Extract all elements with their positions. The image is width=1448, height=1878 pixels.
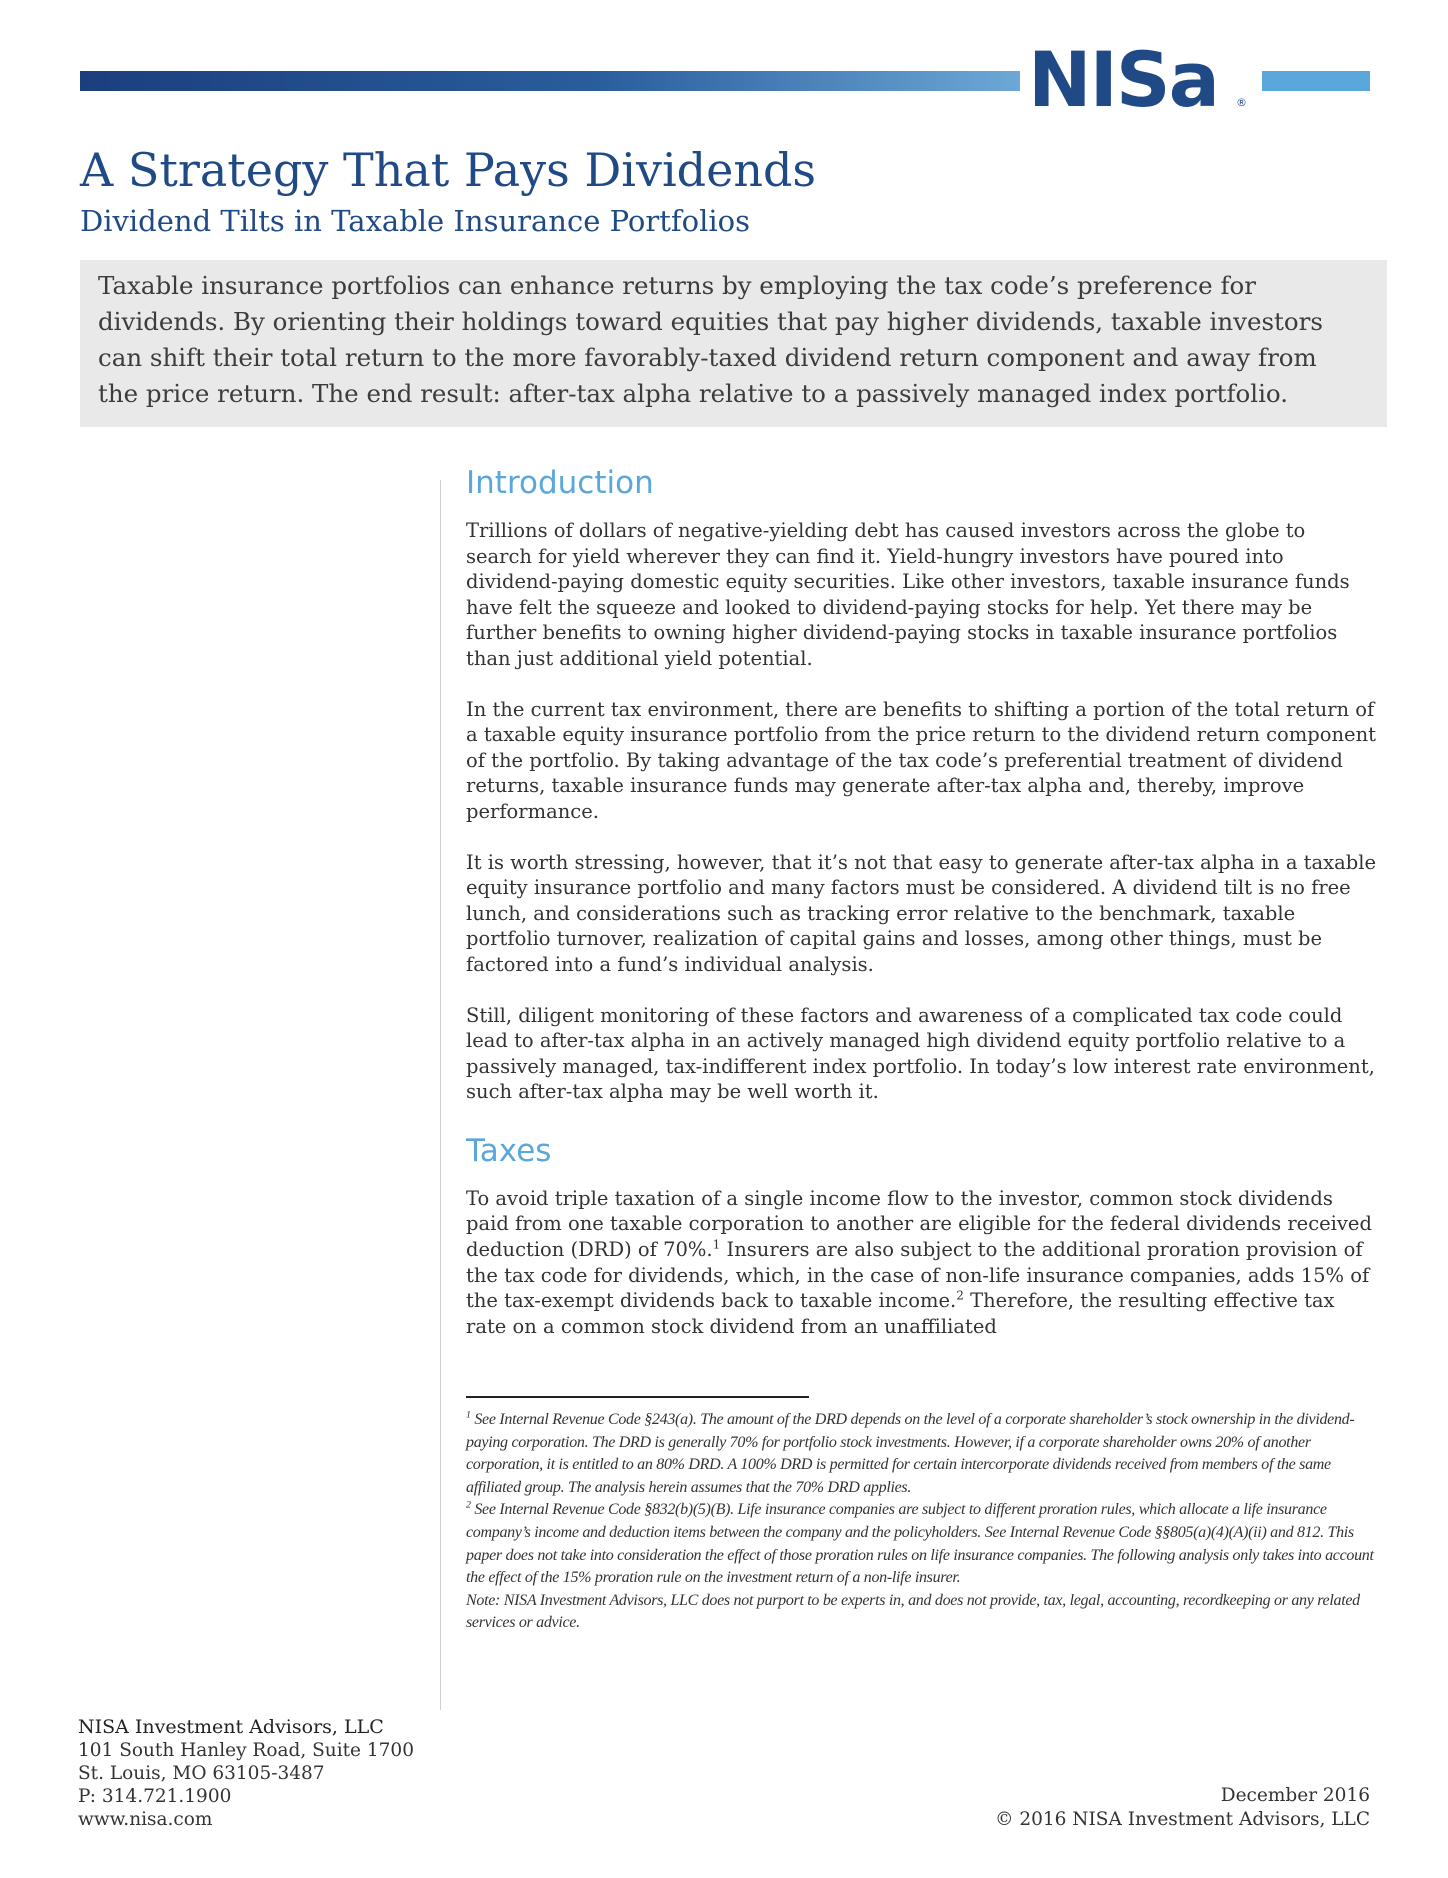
page-subtitle: Dividend Tilts in Taxable Insurance Portfolios: [80, 204, 750, 238]
intro-paragraph-4: Still, diligent monitoring of these factors and awareness of a complicated tax code could lead to after-tax alpha in an actively managed high dividend equity portfolio relative to a passively managed, tax-indifferent index portfolio. In today’s low interest rate environment, such after-tax alpha may be well worth it.: [466, 1003, 1375, 1104]
taxes-text-b: Insurers are also subject to the additional proration provision of the tax code for dividends, which, in the case of non-life insurance companies, adds 15% of the tax-exempt dividends back to taxable income.: [466, 1238, 1370, 1313]
footnote-2-number: 2: [466, 1500, 471, 1512]
footnote-ref-2[interactable]: 2: [956, 1288, 964, 1303]
copyright: © 2016 NISA Investment Advisors, LLC: [994, 1809, 1370, 1830]
company-address: [78, 1716, 414, 1831]
address-line-2: St. Louis, MO 63105-3487: [78, 1763, 325, 1784]
footnote-2: [466, 1499, 1376, 1589]
footnote-rule: [466, 1396, 809, 1398]
taxes-paragraph: [466, 1186, 1376, 1340]
summary-box: Taxable insurance portfolios can enhance returns by employing the tax code’s preference for dividends. By orienting their holdings toward equities that pay higher dividends, taxable investors can shift their total return to the more favorably-taxed dividend return component and away from the price return. The end result: after-tax alpha relative to a passively managed index portfolio.: [80, 260, 1387, 427]
main-content: [466, 458, 1376, 1339]
company-name: NISA Investment Advisors, LLC: [78, 1716, 384, 1738]
phone-number: P: 314.721.1900: [78, 1786, 232, 1807]
header-accent-bar: [1262, 71, 1370, 91]
address-line-1: 101 South Hanley Road, Suite 1700: [78, 1740, 414, 1761]
footnote-ref-1[interactable]: 1: [712, 1237, 721, 1252]
header-gradient-bar: [80, 71, 1020, 91]
intro-paragraph-3: It is worth stressing, however, that it’s not that easy to generate after-tax alpha in a taxable equity insurance portfolio and many factors must be considered. A dividend tilt is no free lunch, and considerations such as tracking error relative to the benchmark, taxable portfolio turnover, realization of capital gains and losses, among other things, must be factored into a fund’s individual analysis.: [466, 850, 1376, 976]
registered-mark: ®: [1236, 96, 1247, 109]
publication-date: December 2016: [1220, 1785, 1370, 1806]
footnotes: [466, 1409, 1376, 1635]
page-title: A Strategy That Pays Dividends: [80, 143, 817, 197]
footnote-1: [466, 1409, 1376, 1499]
taxes-text-a: To avoid triple taxation of a single income flow to the investor, common stock dividends paid from one taxable corporation to another are eligible for the federal dividends received deduction (DRD) of 70%.: [466, 1186, 1372, 1262]
footnote-1-text: See Internal Revenue Code §243(a). The amount of the DRD depends on the level of a corporate shareholder’s stock ownership in the dividend-paying corporation. The DRD is generally 70% for portfolio stock investments. However, if a corporate shareholder owns 20% of another corporation, it is entitled to an 80% DRD. A 100% DRD is permitted for certain intercorporate dividends received from members of the same affiliated group. The analysis herein assumes that the 70% DRD applies.: [466, 1411, 1355, 1496]
date-copyright: [995, 1784, 1370, 1832]
column-divider: [440, 480, 441, 1710]
section-heading-taxes: Taxes: [466, 1132, 552, 1169]
footnote-1-number: 1: [466, 1409, 471, 1421]
disclaimer-note: Note: NISA Investment Advisors, LLC does not purport to be experts in, and does not provide, tax, legal, accounting, recordkeeping or any related services or advice.: [466, 1591, 1360, 1632]
nisa-logo: NISa: [1028, 35, 1218, 124]
intro-paragraph-2: In the current tax environment, there are benefits to shifting a portion of the total return of a taxable equity insurance portfolio from the price return to the dividend return component of the portfolio. By taking advantage of the tax code’s preferential treatment of dividend returns, taxable insurance funds may generate after-tax alpha and, thereby, improve performance.: [466, 697, 1376, 823]
taxes-text-c: Therefore, the resulting effective tax rate on a common stock dividend from an unaffiliated: [466, 1289, 1335, 1338]
intro-paragraph-1: Trillions of dollars of negative-yielding debt has caused investors across the globe to search for yield wherever they can find it. Yield-hungry investors have poured into dividend-paying domestic equity securities. Like other investors, taxable insurance funds have felt the squeeze and looked to dividend-paying stocks for help. Yet there may be further benefits to owning higher dividend-paying stocks in taxable insurance portfolios than just additional yield potential.: [466, 519, 1350, 670]
website-link[interactable]: www.nisa.com: [78, 1809, 213, 1830]
section-heading-introduction: Introduction: [466, 465, 654, 501]
footnote-2-text: See Internal Revenue Code §832(b)(5)(B). Life insurance companies are subject to different proration rules, which allocate a life insurance company’s income and deduction items between the company and the policyholders. See Internal Revenue Code §§805(a)(4)(A)(ii) and 812. This paper does not take into consideration the effect of those proration rules on life insurance companies. The following analysis only takes into account the effect of the 15% proration rule on the investment return of a non-life insurer.: [466, 1501, 1374, 1587]
